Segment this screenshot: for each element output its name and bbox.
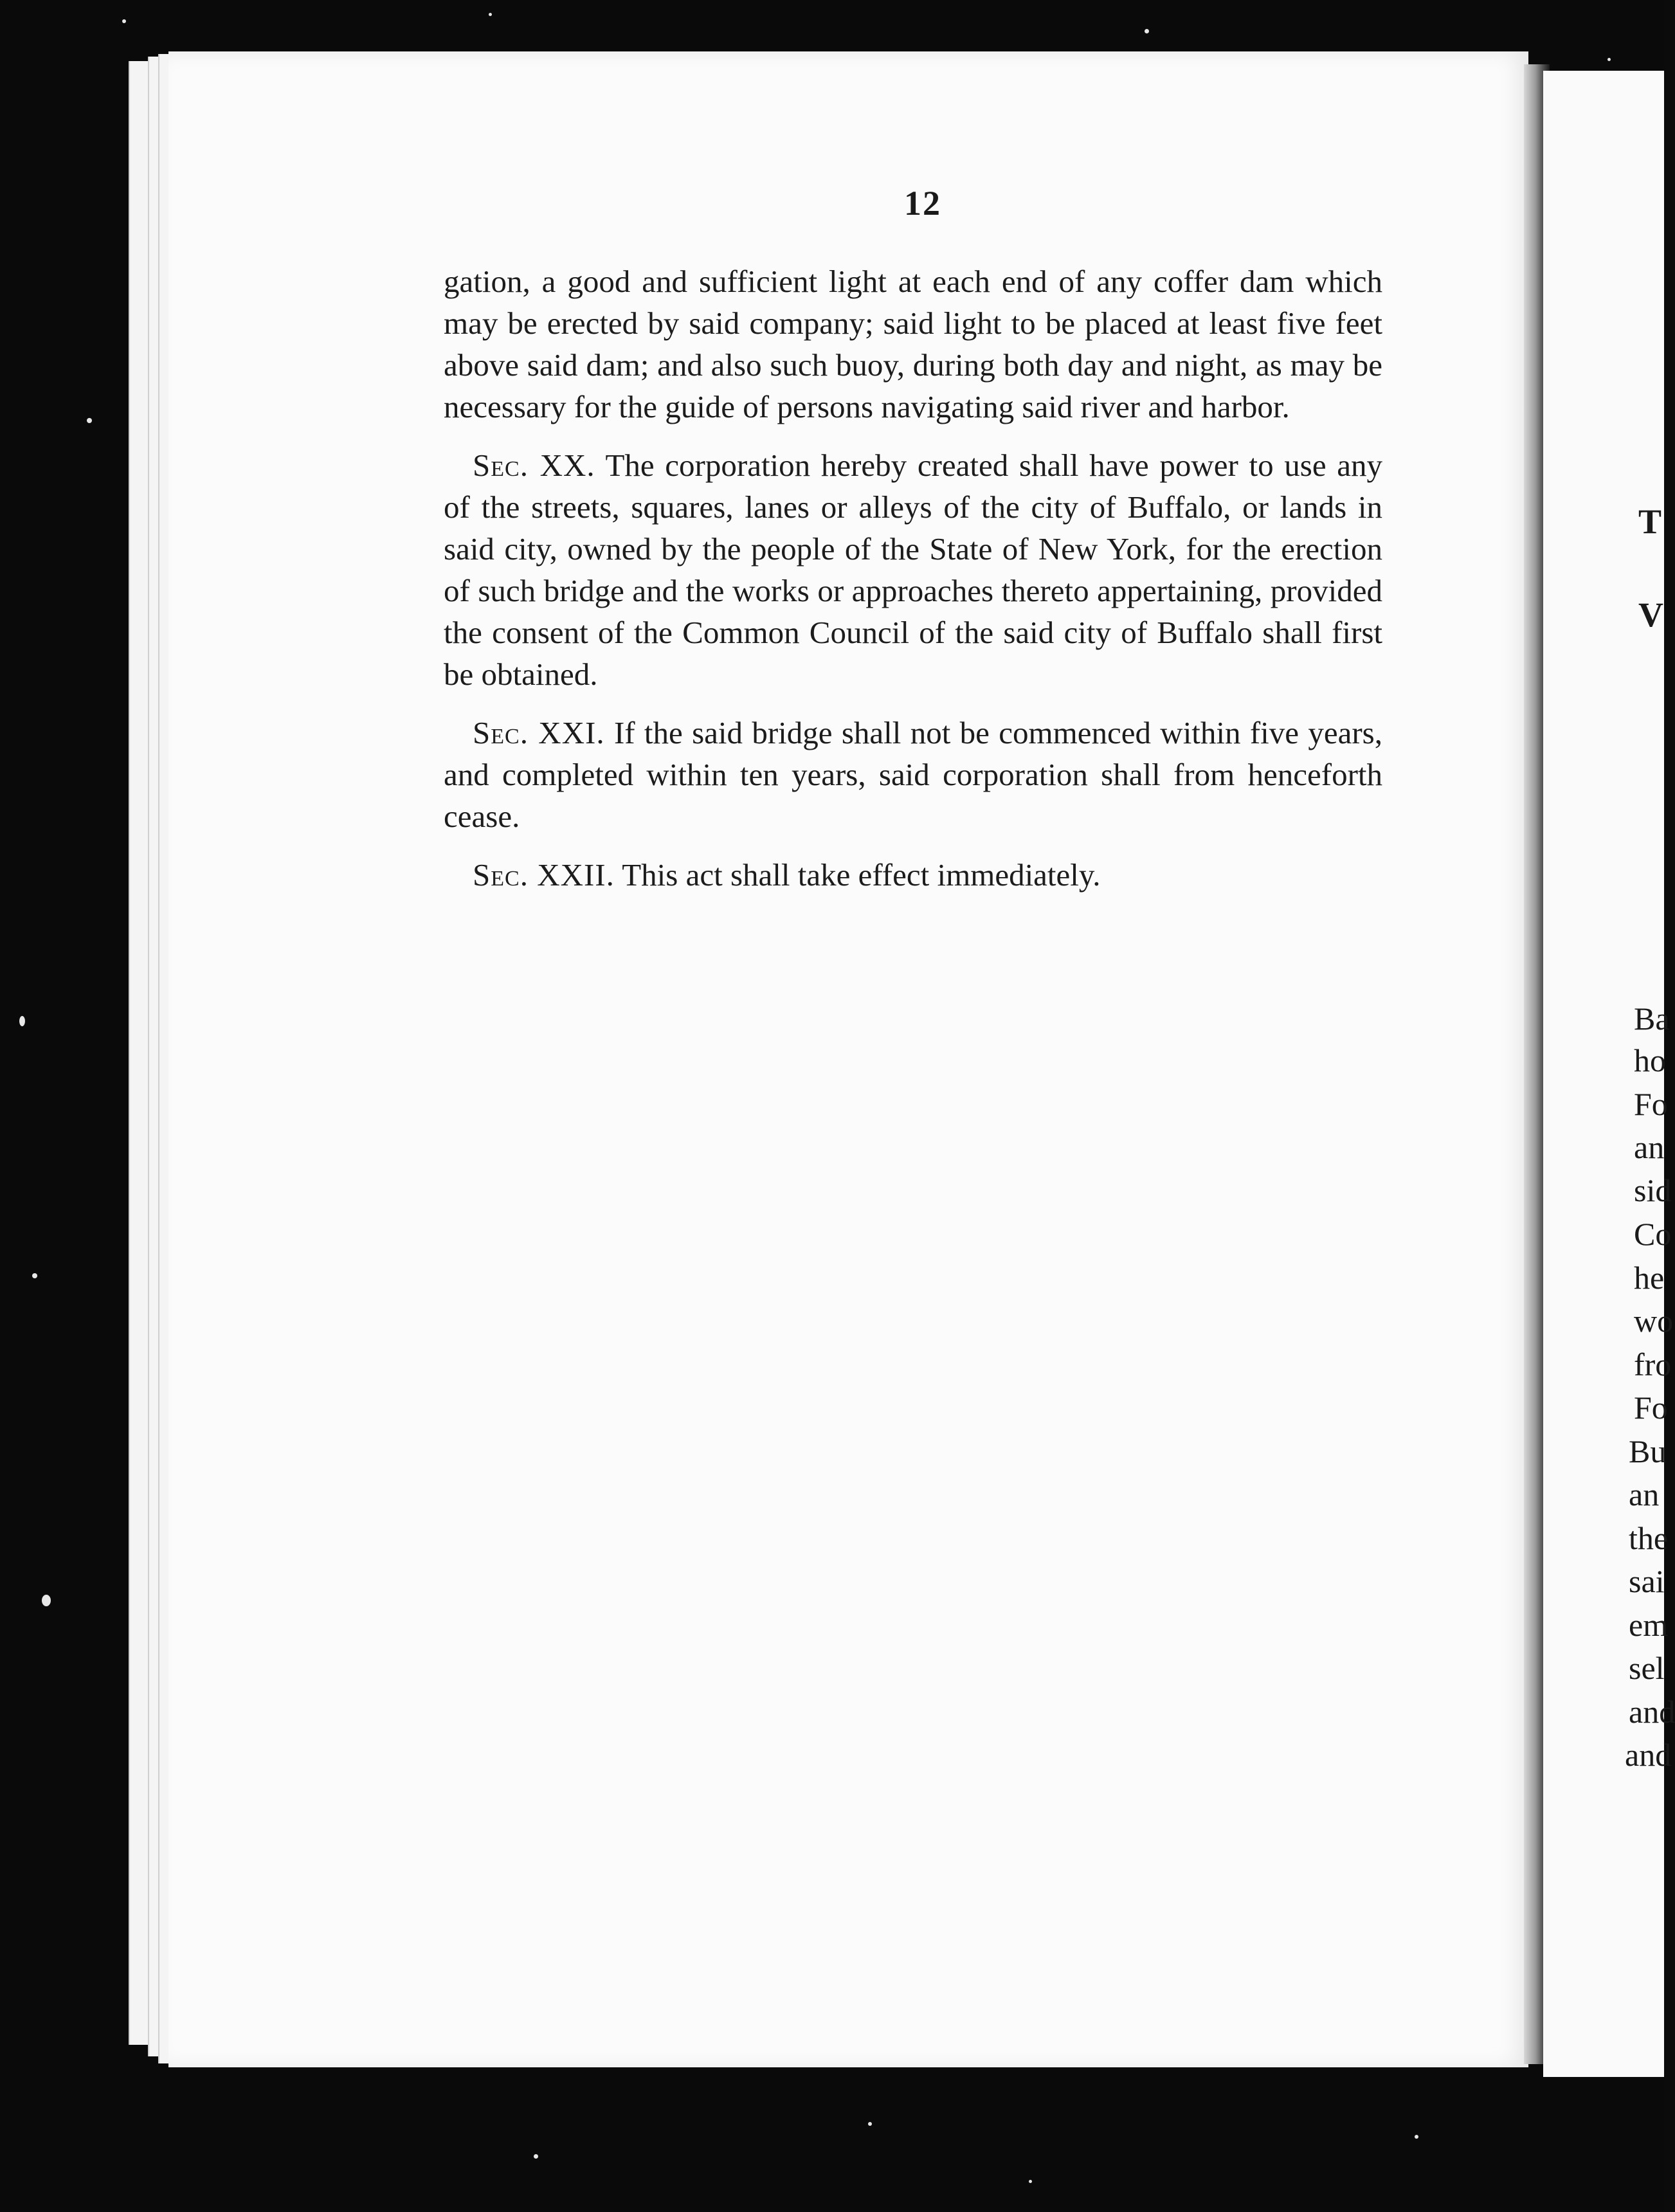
facing-line-fragment: wo (1634, 1303, 1674, 1339)
facing-line-fragment: Fo (1634, 1390, 1668, 1426)
dust-speck (1145, 29, 1149, 33)
paragraph-text: The corporation hereby created shall have power to use any of the streets, squares, lanes or alleys of the city of Buffalo, or lands in said city, owned by the people of the State of New York, for the erection of such bridge and the works or approaches thereto appertaining, provided the consent of the Common Council of the said city of Buffalo shall first be obtained. (444, 448, 1382, 692)
paragraph-section-xxii (444, 854, 1382, 896)
section-label: Sec. XXII. (473, 857, 615, 893)
dust-speck (1607, 58, 1611, 61)
dust-speck (87, 418, 92, 423)
paragraph-section-xxi (444, 712, 1382, 837)
section-label: Sec. XX. (473, 448, 595, 483)
dust-speck (868, 2122, 872, 2126)
facing-line-fragment: and (1629, 1694, 1675, 1730)
facing-line-fragment: an (1634, 1129, 1665, 1165)
facing-line-fragment: em (1629, 1607, 1669, 1643)
facing-line-fragment: fro (1634, 1346, 1672, 1382)
facing-line-fragment: Co (1634, 1216, 1672, 1252)
facing-line-fragment: ho (1634, 1042, 1666, 1078)
dust-speck (122, 19, 126, 23)
facing-line-fragment: sel (1629, 1650, 1665, 1686)
facing-line-fragment: Bu (1629, 1433, 1667, 1469)
paragraph-text: gation, a good and sufficient light at each end of any coffer dam which may be erected by said company; said light to be placed at least five feet above said dam; and also such buoy, during both day and night, as may be necessary for the guide of persons navigating said river and harbor. (444, 264, 1382, 424)
paragraph-text: This act shall take effect immediately. (622, 857, 1101, 893)
facing-line-fragment: Fo (1634, 1086, 1668, 1122)
page-number: 12 (904, 184, 941, 222)
dust-speck (1029, 2180, 1032, 2183)
facing-line-fragment: he (1634, 1260, 1665, 1296)
facing-line-fragment: an (1629, 1476, 1660, 1512)
facing-heading-fragment: T (1638, 502, 1662, 541)
facing-line-fragment: and (1625, 1737, 1672, 1773)
dust-speck (1415, 2135, 1418, 2139)
section-label: Sec. XXI. (473, 715, 605, 750)
facing-line-fragment: the (1629, 1520, 1669, 1556)
dust-speck (19, 1016, 25, 1026)
paragraph-continuation (444, 260, 1382, 428)
dust-speck (489, 13, 492, 16)
page-body (444, 260, 1382, 912)
facing-line-fragment: sid (1634, 1172, 1672, 1208)
paragraph-section-xx (444, 444, 1382, 695)
facing-line-fragment: Ba (1634, 1001, 1670, 1037)
paragraph-text: If the said bridge shall not be commenced within five years, and completed within ten years, said corporation shall from henceforth cease. (444, 715, 1382, 834)
dust-speck (32, 1273, 37, 1278)
dust-speck (42, 1595, 51, 1606)
facing-line-fragment: sai (1629, 1563, 1665, 1599)
dust-speck (534, 2154, 538, 2159)
facing-heading-fragment: V (1638, 595, 1663, 634)
